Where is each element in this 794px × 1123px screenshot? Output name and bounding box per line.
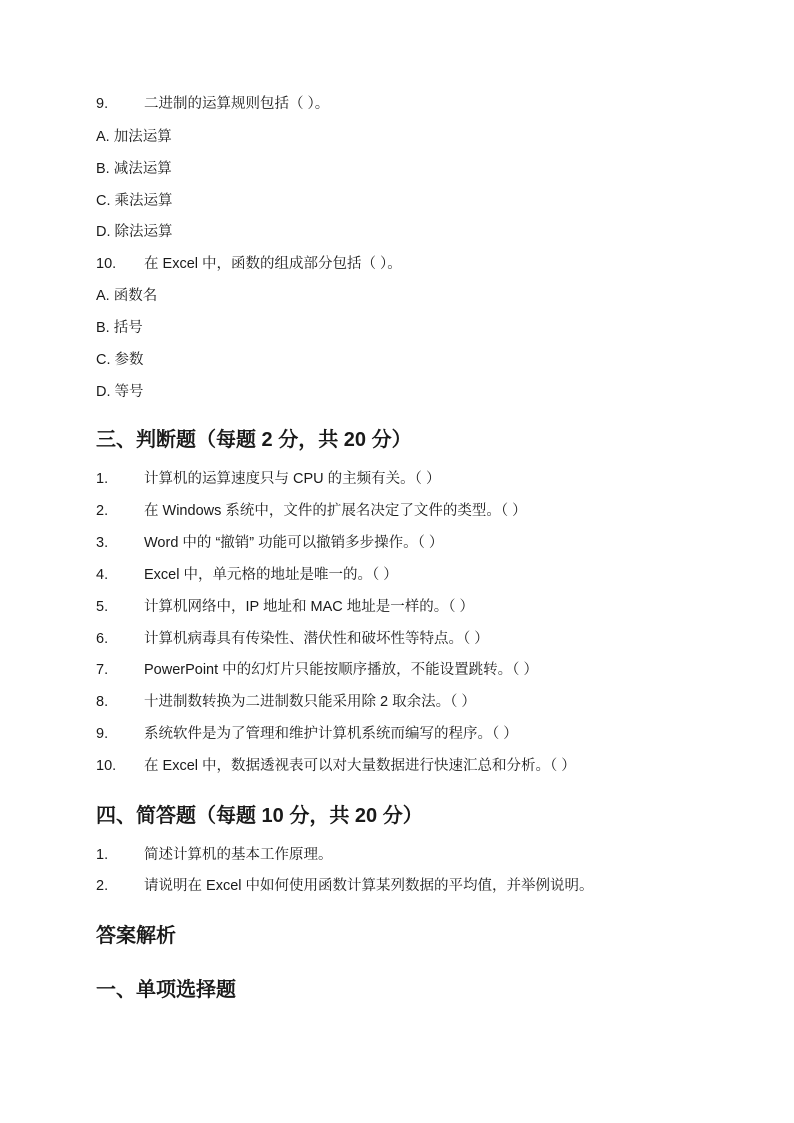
item-number: 3. bbox=[96, 535, 109, 551]
item-text: 十进制数转换为二进制数只能采用除 2 取余法。（ ） bbox=[144, 694, 476, 710]
item-number: 1. bbox=[96, 847, 109, 863]
item-number: 4. bbox=[96, 567, 109, 583]
item-text: 系统软件是为了管理和维护计算机系统而编写的程序。（ ） bbox=[144, 726, 518, 742]
item-number: 1. bbox=[96, 471, 109, 487]
answers-section-heading: 一、单项选择题 bbox=[96, 979, 236, 1001]
item-number: 2. bbox=[96, 878, 109, 894]
item-text: 计算机网络中，IP 地址和 MAC 地址是一样的。（ ） bbox=[144, 599, 475, 615]
option-a: A. 函数名 bbox=[96, 288, 158, 304]
question-number: 9. bbox=[96, 96, 109, 112]
short-answer-item bbox=[96, 845, 333, 865]
item-number: 6. bbox=[96, 631, 109, 647]
judge-item bbox=[96, 660, 538, 680]
judge-item bbox=[96, 629, 489, 649]
short-answer-item bbox=[96, 876, 594, 896]
question-9 bbox=[96, 94, 329, 114]
option-d: D. 除法运算 bbox=[96, 224, 173, 240]
judge-item bbox=[96, 469, 440, 489]
judge-item bbox=[96, 756, 576, 776]
option-d: D. 等号 bbox=[96, 384, 144, 400]
section-heading: 四、简答题（每题 10 分，共 20 分） bbox=[96, 805, 423, 827]
item-text: PowerPoint 中的幻灯片只能按顺序播放，不能设置跳转。（ ） bbox=[144, 662, 538, 678]
option-c: C. 乘法运算 bbox=[96, 193, 173, 209]
question-text: 在 Excel 中，函数的组成部分包括（ ）。 bbox=[144, 256, 402, 272]
item-text: 计算机的运算速度只与 CPU 的主频有关。（ ） bbox=[144, 471, 441, 487]
option-c: C. 参数 bbox=[96, 352, 144, 368]
item-number: 9. bbox=[96, 726, 109, 742]
question-number: 10. bbox=[96, 256, 117, 272]
item-number: 10. bbox=[96, 758, 117, 774]
item-number: 2. bbox=[96, 503, 109, 519]
item-text: 计算机病毒具有传染性、潜伏性和破坏性等特点。（ ） bbox=[144, 631, 489, 647]
judge-item bbox=[96, 533, 443, 553]
item-number: 8. bbox=[96, 694, 109, 710]
item-text: 在 Windows 系统中，文件的扩展名决定了文件的类型。（ ） bbox=[144, 503, 527, 519]
question-10 bbox=[96, 254, 402, 274]
item-text: Excel 中，单元格的地址是唯一的。（ ） bbox=[144, 567, 398, 583]
section-heading: 三、判断题（每题 2 分，共 20 分） bbox=[96, 429, 412, 451]
option-b: B. 减法运算 bbox=[96, 161, 172, 177]
judge-item bbox=[96, 724, 518, 744]
item-number: 7. bbox=[96, 662, 109, 678]
answers-heading: 答案解析 bbox=[96, 925, 176, 947]
option-b: B. 括号 bbox=[96, 320, 143, 336]
judge-item bbox=[96, 501, 527, 521]
option-a: A. 加法运算 bbox=[96, 129, 172, 145]
item-text: Word 中的 “撤销” 功能可以撤销多步操作。（ ） bbox=[144, 535, 444, 551]
question-text: 二进制的运算规则包括（ ）。 bbox=[144, 96, 330, 112]
item-text: 简述计算机的基本工作原理。 bbox=[144, 847, 333, 863]
item-text: 在 Excel 中，数据透视表可以对大量数据进行快速汇总和分析。（ ） bbox=[144, 758, 576, 774]
judge-item bbox=[96, 597, 474, 617]
judge-item bbox=[96, 565, 398, 585]
item-number: 5. bbox=[96, 599, 109, 615]
item-text: 请说明在 Excel 中如何使用函数计算某列数据的平均值，并举例说明。 bbox=[144, 878, 594, 894]
judge-item bbox=[96, 692, 476, 712]
